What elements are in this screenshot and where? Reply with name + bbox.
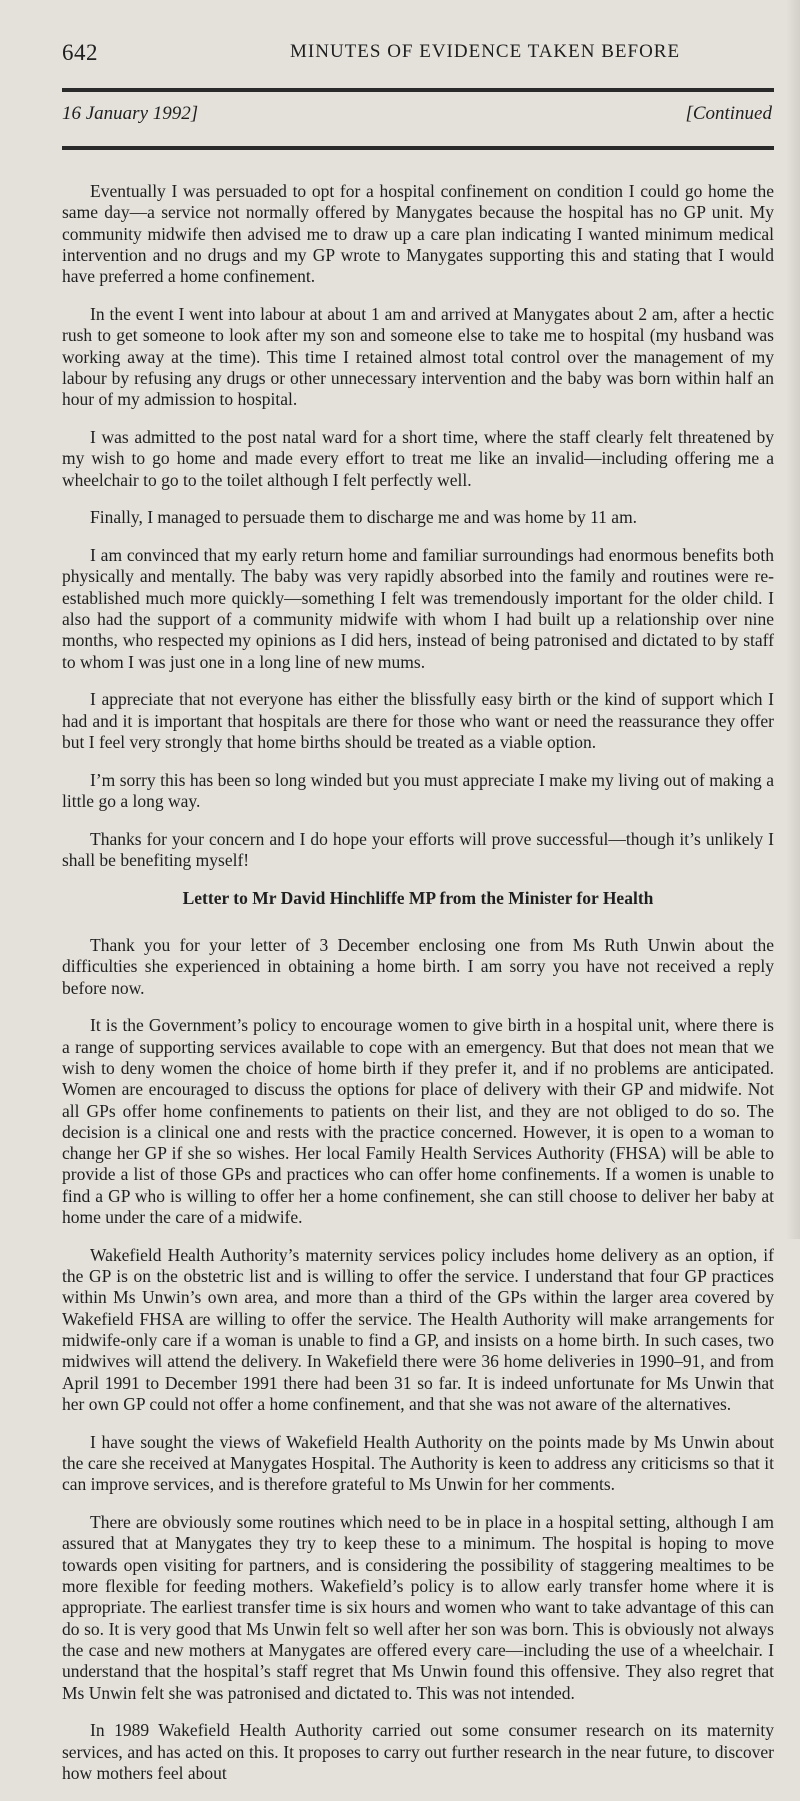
letter-heading: Letter to Mr David Hinchliffe MP from the Minister for Health (182, 888, 654, 909)
document-body (62, 181, 774, 1801)
continued-marker: [Continued (685, 103, 772, 124)
header-rule-bottom (62, 146, 774, 150)
scan-edge-shadow (786, 0, 800, 1239)
paragraph: I am convinced that my early return home and familiar surroundings had enormous benefits both physically and mentally. The baby was very rapidly absorbed into the family and routines were re-established much more quickly—something I felt was tremendously important for the older child. I also had the support of a community midwife with whom I had built up a relationship over nine months, who respected my opinions as I did hers, instead of being patronised and dictated to by staff to whom I was just one in a long line of new mums. (62, 545, 774, 672)
paragraph: Thanks for your concern and I do hope your efforts will prove successful—though it’s unlikely I shall be benefiting myself! (62, 828, 774, 871)
paragraph: It is the Government’s policy to encourage women to give birth in a hospital unit, where there is a range of supporting services available to cope with an emergency. But that does not mean that we wish to deny women the choice of home birth if they prefer it, and if no problems are anticipated. Women are encouraged to discuss the options for place of delivery with their GP and midwife. Not all GPs offer home confinements to patients on their list, and they are not obliged to do so. The decision is a clinical one and rests with the practice concerned. However, it is open to a woman to change her GP if she so wishes. Her local Family Health Services Authority (FHSA) will be able to provide a list of those GPs and practices who can offer home confinements. If a women is unable to find a GP who is willing to offer her a home confinement, she can still choose to deliver her baby at home under the care of a midwife. (62, 1015, 774, 1228)
header-rule-top (62, 88, 774, 92)
page-header (0, 40, 800, 74)
paragraph: I have sought the views of Wakefield Health Authority on the points made by Ms Unwin about the care she received at Manygates Hospital. The Authority is keen to address any criticisms so that it can improve services, and is therefore grateful to Ms Unwin for her comments. (62, 1431, 774, 1495)
paragraph: I’m sorry this has been so long winded but you must appreciate I make my living out of making a little go a long way. (62, 769, 774, 812)
paragraph: Eventually I was persuaded to opt for a hospital confinement on condition I could go home the same day—a service not normally offered by Manygates because the hospital has no GP unit. My community midwife then advised me to draw up a care plan indicating I wanted minimum medical intervention and no drugs and my GP wrote to Manygates supporting this and stating that I would have preferred a home confinement. (62, 181, 774, 287)
paragraph: There are obviously some routines which need to be in place in a hospital setting, although I am assured that at Manygates they try to keep these to a minimum. The hospital is hoping to move towards open visiting for partners, and is considering the possibility of staggering mealtimes to be more flexible for feeding mothers. Wakefield’s policy is to allow early transfer home where it is appropriate. The earliest transfer time is six hours and women who want to take advantage of this can do so. It is very good that Ms Unwin felt so well after her son was born. This is obviously not always the case and new mothers at Manygates are offered every care—including the use of a wheelchair. I understand that the hospital’s staff regret that Ms Unwin found this offensive. They also regret that Ms Unwin felt she was patronised and dictated to. This was not intended. (62, 1512, 774, 1703)
session-date: 16 January 1992] (62, 103, 199, 124)
paragraph: In the event I went into labour at about 1 am and arrived at Manygates about 2 am, after a hectic rush to get someone to look after my son and someone else to take me to hospital (my husband was working away at the time). This time I retained almost total control over the management of my labour by refusing any drugs or other unnecessary intervention and the baby was born within half an hour of my admission to hospital. (62, 303, 774, 410)
paragraph: In 1989 Wakefield Health Authority carried out some consumer research on its maternity services, and has acted on this. It proposes to carry out further research in the near future, to discover how mothers feel about (62, 1720, 774, 1783)
paragraph: I was admitted to the post natal ward for a short time, where the staff clearly felt threatened by my wish to go home and made every effort to treat me like an invalid—including offering me a wheelchair to go to the toilet although I felt perfectly well. (62, 426, 774, 490)
page-number: 642 (62, 40, 98, 65)
paragraph: Wakefield Health Authority’s maternity services policy includes home delivery as an option, if the GP is on the obstetric list and is willing to offer the service. I understand that four GP practices within Ms Unwin’s own area, and more than a third of the GPs within the larger area covered by Wakefield FHSA are willing to offer the service. The Health Authority will make arrangements for midwife-only care if a woman is unable to find a GP, and insists on a home birth. In such cases, two midwives will attend the delivery. In Wakefield there were 36 home deliveries in 1990–91, and from April 1991 to December 1991 there had been 31 so far. It is indeed unfortunate for Ms Unwin that her own GP could not offer a home confinement, and that she was not aware of the alternatives. (62, 1244, 774, 1414)
running-title: MINUTES OF EVIDENCE TAKEN BEFORE (290, 41, 681, 62)
paragraph: I appreciate that not everyone has either the blissfully easy birth or the kind of support which I had and it is important that hospitals are there for those who want or need the reassurance they offer but I feel very strongly that home births should be treated as a viable option. (62, 689, 774, 753)
paragraph: Finally, I managed to persuade them to discharge me and was home by 11 am. (90, 507, 638, 528)
dateline (62, 103, 772, 133)
paragraph: Thank you for your letter of 3 December enclosing one from Ms Ruth Unwin about the difficulties she experienced in obtaining a home birth. I am sorry you have not received a reply before now. (62, 935, 774, 998)
